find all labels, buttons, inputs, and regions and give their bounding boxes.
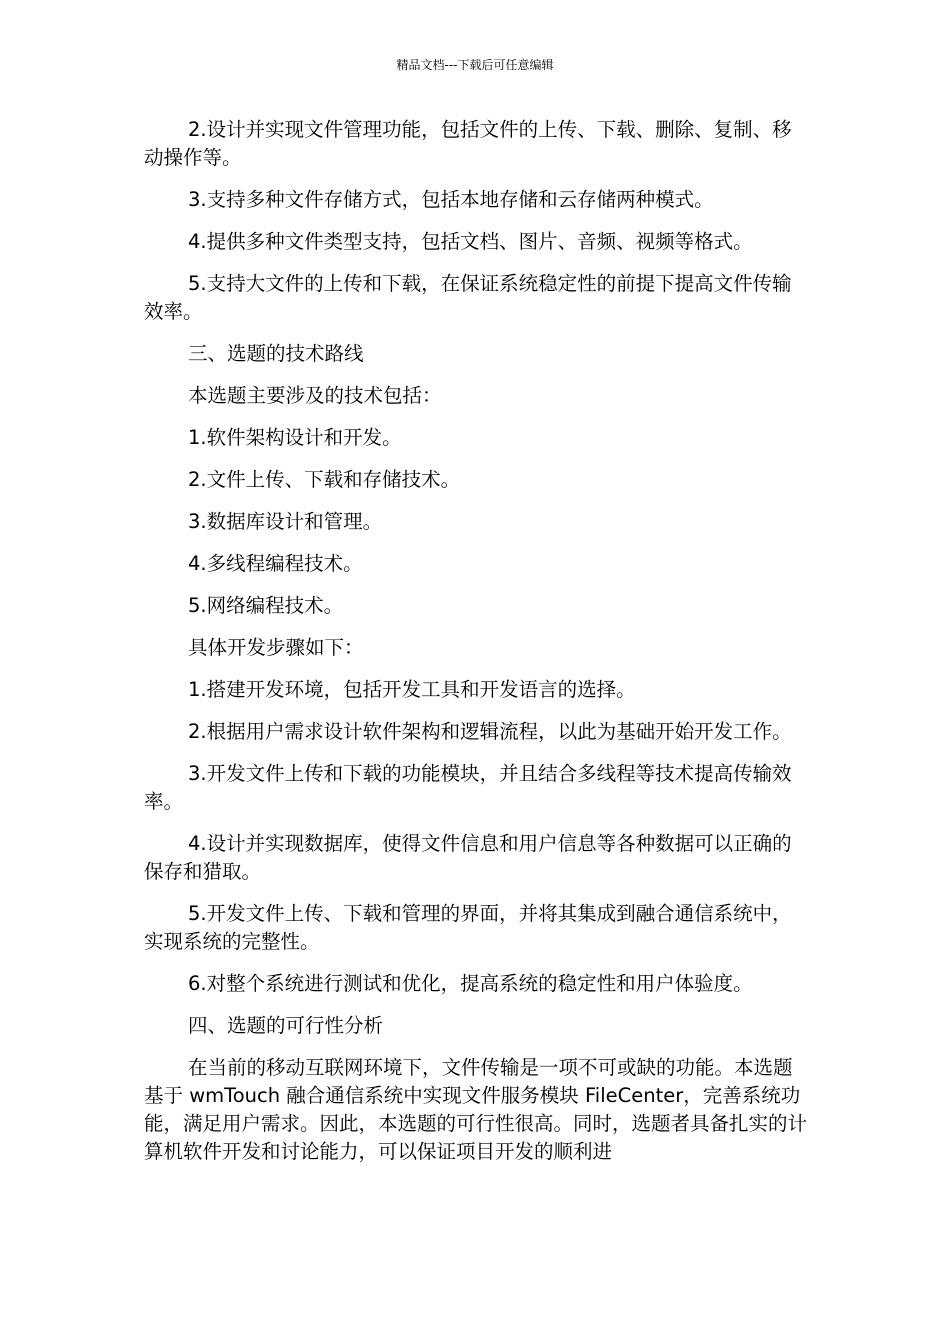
list-item: 6.对整个系统进行测试和优化，提高系统的稳定性和用户体验度。	[188, 972, 753, 995]
list-item: 3.开发文件上传和下载的功能模块，并且结合多线程等技术提高传输效率。	[144, 762, 792, 813]
list-item: 2.文件上传、下载和存储技术。	[188, 468, 461, 491]
list-item: 4.设计并实现数据库，使得文件信息和用户信息等各种数据可以正确的保存和猎取。	[144, 832, 792, 883]
list-item: 1.软件架构设计和开发。	[188, 426, 402, 449]
section-heading: 三、选题的技术路线	[188, 342, 364, 365]
document-body	[144, 116, 808, 1180]
paragraph: 3.支持多种文件存储方式，包括本地存储和云存储两种模式。	[188, 188, 714, 211]
page-header: 精品文档---下载后可任意编辑	[396, 58, 554, 72]
paragraph: 本选题主要涉及的技术包括：	[188, 384, 442, 407]
list-item: 4.多线程编程技术。	[188, 552, 363, 575]
list-item: 5.开发文件上传、下载和管理的界面，并将其集成到融合通信系统中，实现系统的完整性。	[144, 902, 792, 953]
section-heading: 四、选题的可行性分析	[188, 1014, 384, 1037]
paragraph: 2.设计并实现文件管理功能，包括文件的上传、下载、删除、复制、移动操作等。	[144, 118, 792, 169]
list-item: 5.网络编程技术。	[188, 594, 344, 617]
list-item: 1.搭建开发环境，包括开发工具和开发语言的选择。	[188, 678, 636, 701]
paragraph: 5.支持大文件的上传和下载，在保证系统稳定性的前提下提高文件传输效率。	[144, 272, 792, 323]
paragraph: 具体开发步骤如下：	[188, 636, 364, 659]
list-item: 3.数据库设计和管理。	[188, 510, 383, 533]
paragraph: 在当前的移动互联网环境下，文件传输是一项不可或缺的功能。本选题基于 wmTouch 融合通信系统中实现文件服务模块 FileCenter，完善系统功能，满足用户需求。因此，本选题的可行性很高。同时，选题者具备扎实的计算机软件开发和讨论能力，可以保证项目开发的顺利进	[144, 1056, 808, 1163]
paragraph: 4.提供多种文件类型支持，包括文档、图片、音频、视频等格式。	[188, 230, 753, 253]
list-item: 2.根据用户需求设计软件架构和逻辑流程，以此为基础开始开发工作。	[188, 720, 792, 743]
